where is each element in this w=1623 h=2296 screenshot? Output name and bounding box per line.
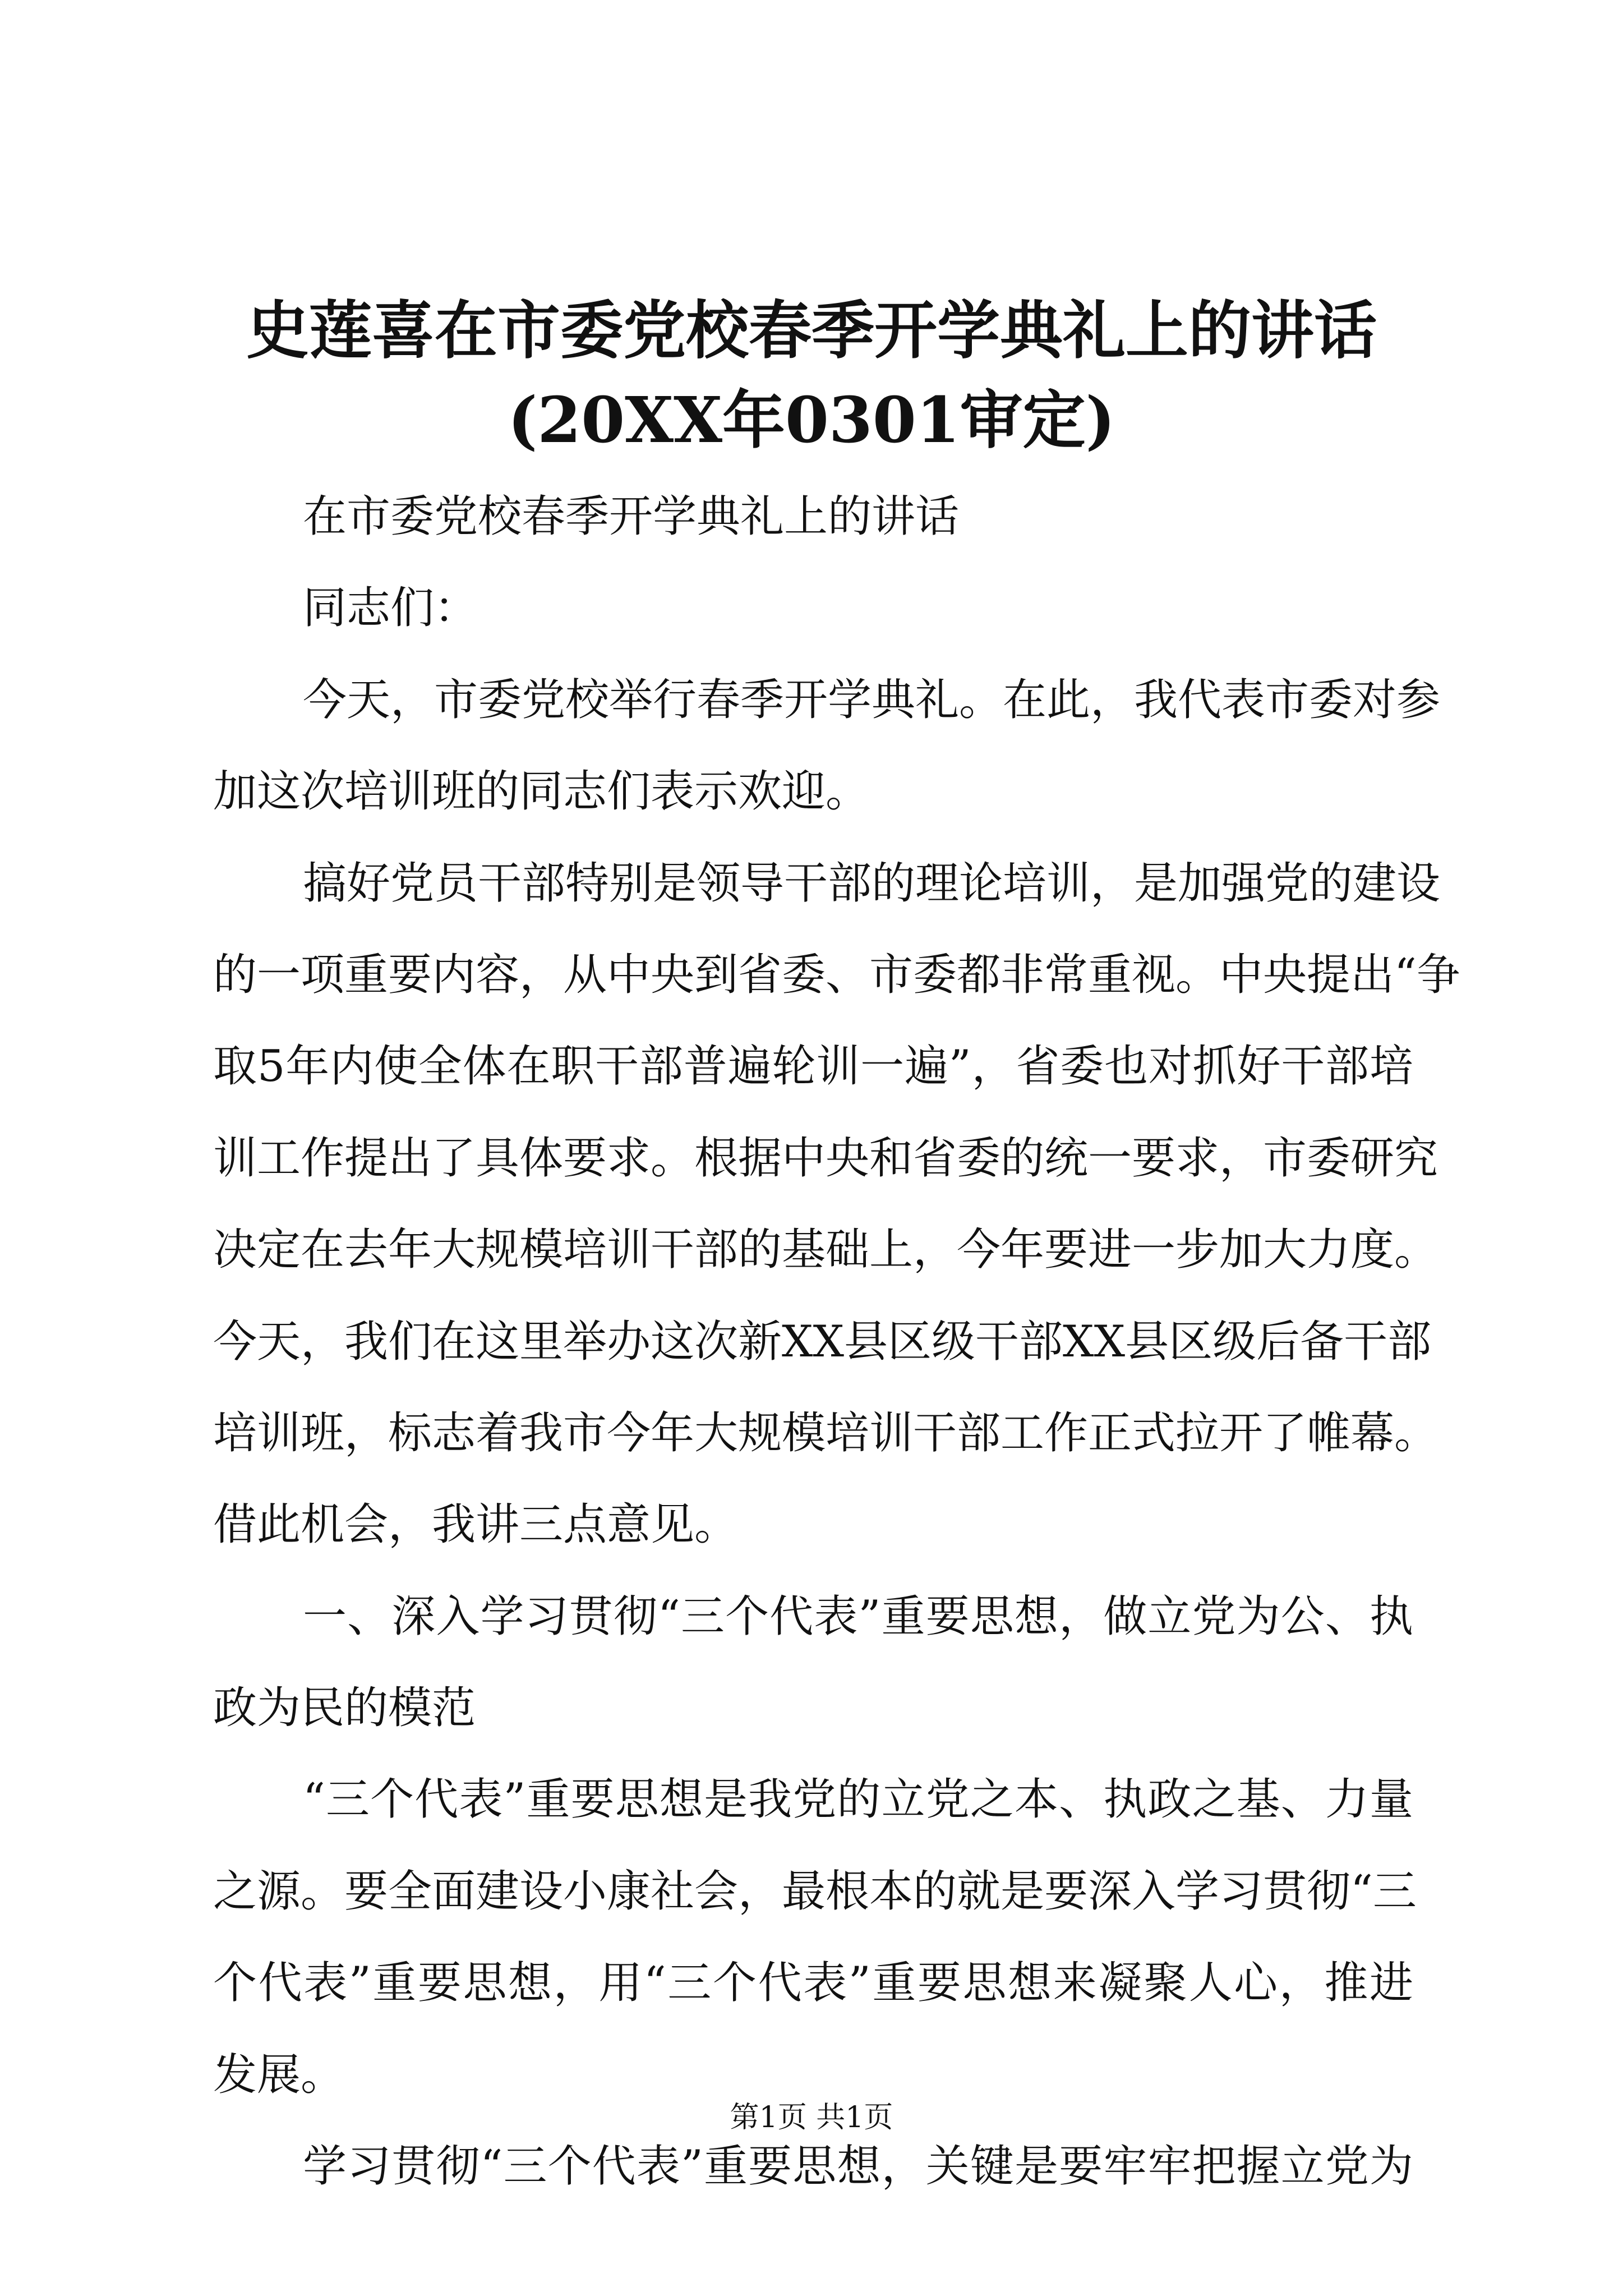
body-text-line: 决定在去年大规模培训干部的基础上，今年要进一步加大力度。 [213, 1225, 1438, 1276]
document-subtitle: (20XX年0301审定) [508, 384, 1115, 457]
document-title: 史莲喜在市委党校春季开学典礼上的讲话 [246, 294, 1377, 367]
body-text-line: 个代表”重要思想，用“三个代表”重要思想来凝聚人心，推进 [213, 1958, 1413, 2009]
body-text-line: 政为民的模范 [213, 1683, 476, 1734]
page-footer: 第1页 共1页 [730, 2101, 893, 2134]
body-text-line: 加这次培训班的同志们表示欢迎。 [213, 766, 870, 817]
body-text-line: 训工作提出了具体要求。根据中央和省委的统一要求，市委研究 [213, 1133, 1438, 1184]
body-text-line: 在市委党校春季开学典礼上的讲话 [303, 491, 960, 542]
body-text-line: 的一项重要内容，从中央到省委、市委都非常重视。中央提出“争 [213, 949, 1460, 1000]
body-text-line: 今天，我们在这里举办这次新XX县区级干部XX县区级后备干部 [213, 1316, 1432, 1367]
body-text-line: 一、深入学习贯彻“三个代表”重要思想，做立党为公、执 [303, 1591, 1413, 1642]
document-body [213, 471, 1460, 2212]
body-text-line: 搞好党员干部特别是领导干部的理论培训，是加强党的建设 [303, 858, 1441, 909]
body-text-line: “三个代表”重要思想是我党的立党之本、执政之基、力量 [303, 1774, 1413, 1825]
body-text-line: 发展。 [213, 2049, 345, 2100]
body-text-line: 学习贯彻“三个代表”重要思想，关键是要牢牢把握立党为 [303, 2141, 1413, 2192]
body-text-line: 同志们： [303, 583, 478, 634]
body-text-line: 之源。要全面建设小康社会，最根本的就是要深入学习贯彻“三 [213, 1866, 1417, 1917]
body-text-line: 借此机会，我讲三点意见。 [213, 1499, 739, 1550]
body-text-line: 今天，市委党校举行春季开学典礼。在此，我代表市委对参 [303, 674, 1441, 725]
body-text-line: 培训班，标志着我市今年大规模培训干部工作正式拉开了帷幕。 [213, 1407, 1438, 1458]
body-text-line: 取5年内使全体在职干部普遍轮训一遍”，省委也对抓好干部培 [213, 1041, 1413, 1092]
